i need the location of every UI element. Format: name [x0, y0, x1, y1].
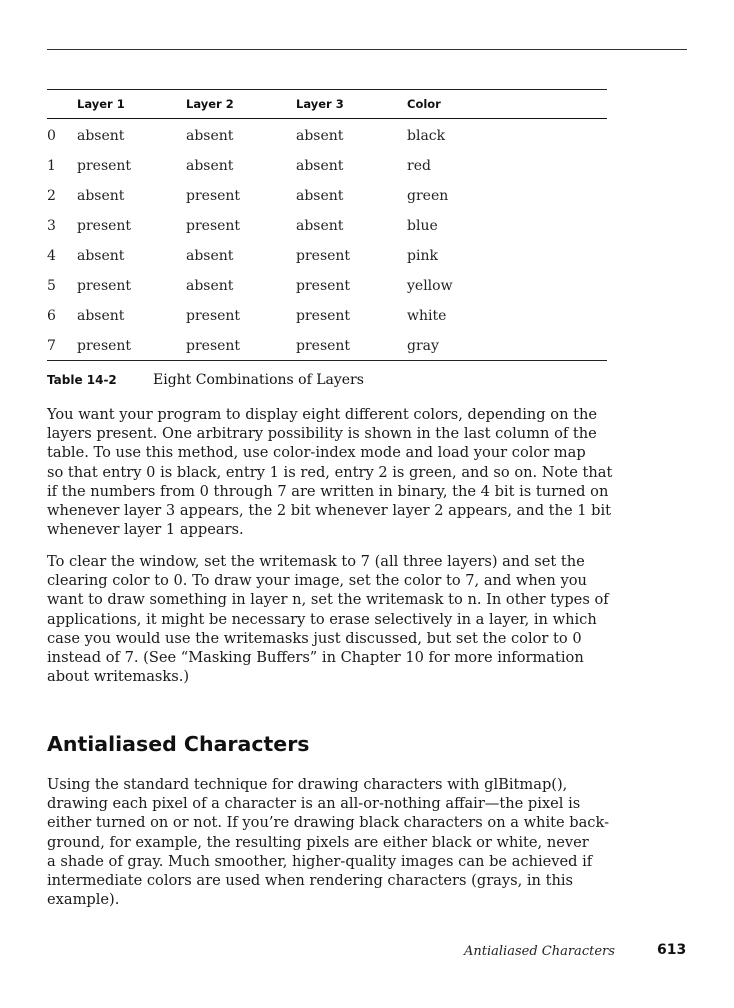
cell-layer-2: absent	[186, 158, 234, 174]
cell-layer-2: absent	[186, 278, 234, 294]
cell-layer-2: present	[186, 308, 241, 324]
cell-layer-1: present	[77, 278, 132, 294]
paragraph-color-layers	[47, 405, 613, 539]
text-line: instead of 7. (See “Masking Buffers” in Chapter 10 for more information	[47, 649, 584, 667]
table-row	[47, 334, 607, 364]
cell-color: gray	[407, 338, 439, 354]
row-index: 2	[47, 188, 56, 204]
text-line: if the numbers from 0 through 7 are written in binary, the 4 bit is turned on	[47, 482, 609, 500]
text-line: To clear the window, set the writemask to 7 (all three layers) and set the	[47, 553, 585, 570]
text-line: whenever layer 1 appears.	[47, 521, 244, 539]
cell-layer-1: absent	[77, 248, 125, 264]
cell-color: pink	[407, 248, 438, 264]
text-line: case you would use the writemasks just discussed, but set the color to 0	[47, 629, 582, 647]
cell-color: black	[407, 128, 446, 144]
text-line: clearing color to 0. To draw your image, set the color to 7, and when you	[47, 572, 587, 590]
cell-layer-2: present	[186, 188, 241, 204]
cell-layer-2: absent	[186, 128, 234, 144]
table-row	[47, 214, 607, 244]
cell-layer-3: present	[296, 308, 351, 324]
text-line: You want your program to display eight different colors, depending on the	[47, 406, 598, 423]
cell-layer-3: absent	[296, 218, 344, 234]
text-line: either turned on or not. If you’re drawing black characters on a white back-	[47, 814, 610, 832]
cell-layer-1: present	[77, 338, 132, 354]
table-caption-text: Eight Combinations of Layers	[153, 372, 364, 388]
cell-layer-1: absent	[77, 308, 125, 324]
cell-color: green	[407, 188, 449, 204]
row-index: 0	[47, 128, 56, 144]
cell-layer-3: present	[296, 248, 351, 264]
cell-layer-2: present	[186, 338, 241, 354]
cell-color: red	[407, 158, 431, 174]
cell-layer-1: present	[77, 218, 132, 234]
table-row	[47, 244, 607, 274]
cell-layer-1: absent	[77, 128, 125, 144]
cell-layer-3: absent	[296, 128, 344, 144]
header-layer-1: Layer 1	[77, 97, 125, 111]
page-number: 613	[657, 942, 687, 958]
table-header-row	[47, 90, 607, 118]
text-line: want to draw something in layer n, set the writemask to n. In other types of	[47, 591, 609, 609]
cell-layer-2: absent	[186, 248, 234, 264]
row-index: 7	[47, 338, 56, 354]
table-caption	[47, 372, 364, 388]
table-row	[47, 154, 607, 184]
cell-layer-3: absent	[296, 188, 344, 204]
text-line: whenever layer 3 appears, the 2 bit whenever layer 2 appears, and the 1 bit	[47, 502, 612, 520]
text-line: drawing each pixel of a character is an all-or-nothing affair—the pixel is	[47, 795, 581, 813]
row-index: 4	[47, 248, 56, 264]
text-line: applications, it might be necessary to erase selectively in a layer, in which	[47, 610, 597, 628]
cell-color: blue	[407, 218, 438, 234]
row-index: 3	[47, 218, 56, 234]
table-row	[47, 304, 607, 334]
text-line: about writemasks.)	[47, 668, 190, 686]
header-layer-3: Layer 3	[296, 97, 344, 111]
cell-layer-3: present	[296, 278, 351, 294]
row-index: 6	[47, 308, 56, 324]
paragraph-antialiased-intro	[47, 775, 610, 909]
text-line: example).	[47, 891, 120, 909]
table-row	[47, 184, 607, 214]
text-line: table. To use this method, use color-index mode and load your color map	[47, 444, 586, 462]
text-line: layers present. One arbitrary possibility is shown in the last column of the	[47, 425, 597, 443]
text-line: so that entry 0 is black, entry 1 is red, entry 2 is green, and so on. Note that	[47, 463, 613, 481]
page-top-rule	[47, 49, 687, 50]
cell-color: white	[407, 308, 447, 324]
paragraph-writemask	[47, 552, 607, 686]
section-heading: Antialiased Characters	[47, 732, 310, 756]
text-line: intermediate colors are used when rendering characters (grays, in this	[47, 872, 574, 890]
cell-layer-1: absent	[77, 188, 125, 204]
table-body	[47, 119, 607, 360]
row-index: 5	[47, 278, 56, 294]
header-color: Color	[407, 97, 441, 111]
table-row	[47, 274, 607, 304]
cell-layer-1: present	[77, 158, 132, 174]
cell-layer-3: absent	[296, 158, 344, 174]
table-caption-number: Table 14-2	[47, 373, 117, 387]
row-index: 1	[47, 158, 56, 174]
layer-combinations-table	[47, 89, 607, 361]
table-row	[47, 124, 607, 154]
text-line: a shade of gray. Much smoother, higher-quality images can be achieved if	[47, 852, 593, 870]
header-layer-2: Layer 2	[186, 97, 234, 111]
cell-layer-3: present	[296, 338, 351, 354]
text-line: ground, for example, the resulting pixels are either black or white, never	[47, 833, 589, 851]
text-line: Using the standard technique for drawing characters with glBitmap(),	[47, 776, 568, 793]
cell-layer-2: present	[186, 218, 241, 234]
running-footer-title: Antialiased Characters	[464, 944, 615, 959]
cell-color: yellow	[407, 278, 453, 294]
